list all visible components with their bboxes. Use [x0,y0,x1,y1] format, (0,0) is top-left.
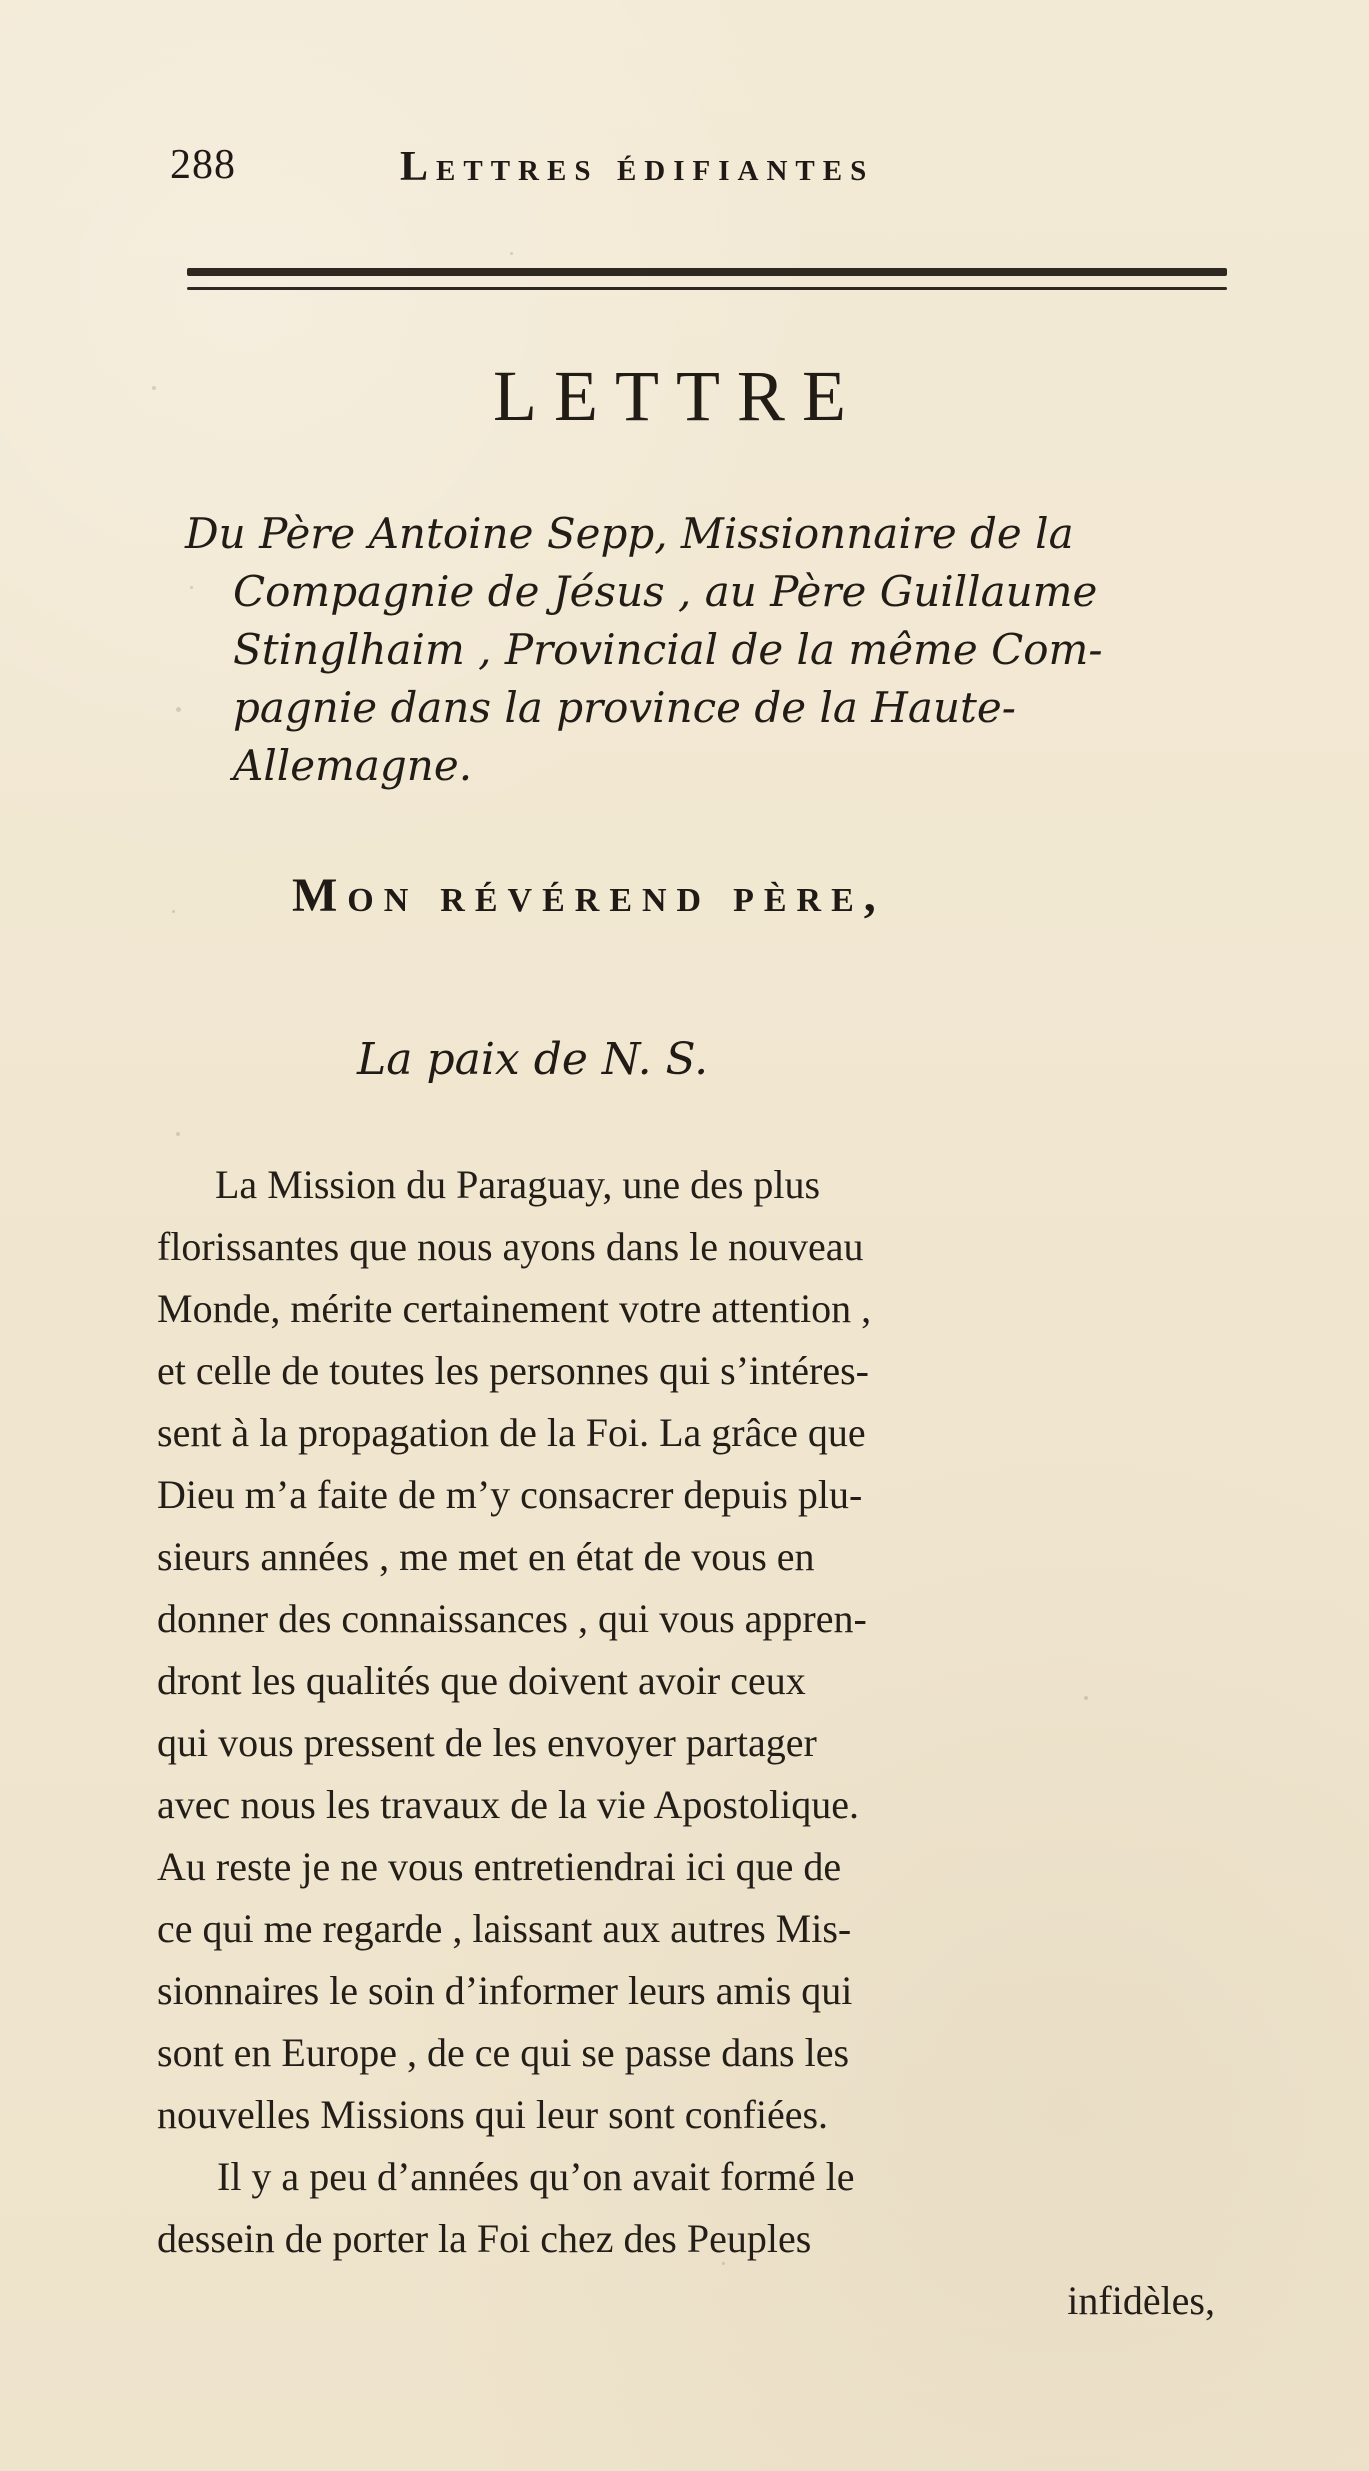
page-number: 288 [170,142,236,188]
body-line: et celle de toutes les personnes qui s’intéres- [157,1348,869,1393]
body-line: La Mission du Paraguay, une des plus [215,1162,821,1207]
body-line: florissantes que nous ayons dans le nouveau [157,1224,864,1269]
subtitle-line: Compagnie de Jésus , au Père Guillaume [233,567,1098,616]
page-header [170,144,1230,204]
body-line: avec nous les travaux de la vie Apostolique. [157,1782,860,1827]
body-line: qui vous pressent de les envoyer partager [157,1720,817,1765]
greeting: La paix de N. S. [357,1034,709,1085]
paper-speckle [172,910,175,913]
body-line: Il y a peu d’années qu’on avait formé le [217,2154,855,2199]
paper-speckle [176,707,181,712]
body-line: Monde, mérite certainement votre attention , [157,1286,872,1331]
letter-subtitle [185,505,1245,795]
body-line: sent à la propagation de la Foi. La grâce que [157,1410,866,1455]
body-line: sont en Europe , de ce qui se passe dans les [157,2030,850,2075]
paper-speckle [176,1132,180,1136]
body-line: Au reste je ne vous entretiendrai ici que de [157,1844,842,1889]
letter-title: LETTRE [493,356,863,436]
body-line: infidèles, [1067,2278,1215,2323]
subtitle-line: Du Père Antoine Sepp, Missionnaire de la [185,509,1074,558]
header-rule-thick [187,268,1227,276]
running-title: Lettres édifiantes [400,144,875,190]
body-line: sieurs années , me met en état de vous en [157,1534,815,1579]
subtitle-line: pagnie dans la province de la Haute- [233,683,1016,732]
body-line: dessein de porter la Foi chez des Peuples [157,2216,812,2261]
body-line: dront les qualités que doivent avoir ceux [157,1658,806,1703]
salutation: Mon révérend père, [292,869,886,922]
body-line: nouvelles Missions qui leur sont confiées. [157,2092,829,2137]
body-line: Dieu m’a faite de m’y consacrer depuis plu- [157,1472,863,1517]
body-text [157,1154,1232,2332]
paper-speckle [510,252,513,255]
body-line: sionnaires le soin d’informer leurs amis qui [157,1968,853,2013]
paper-speckle [152,386,156,390]
subtitle-line: Stinglhaim , Provincial de la même Com- [233,625,1103,674]
subtitle-line: Allemagne. [233,741,473,790]
header-rule-thin [187,287,1227,290]
body-line: donner des connaissances , qui vous appren- [157,1596,867,1641]
body-line: ce qui me regarde , laissant aux autres Mis- [157,1906,852,1951]
